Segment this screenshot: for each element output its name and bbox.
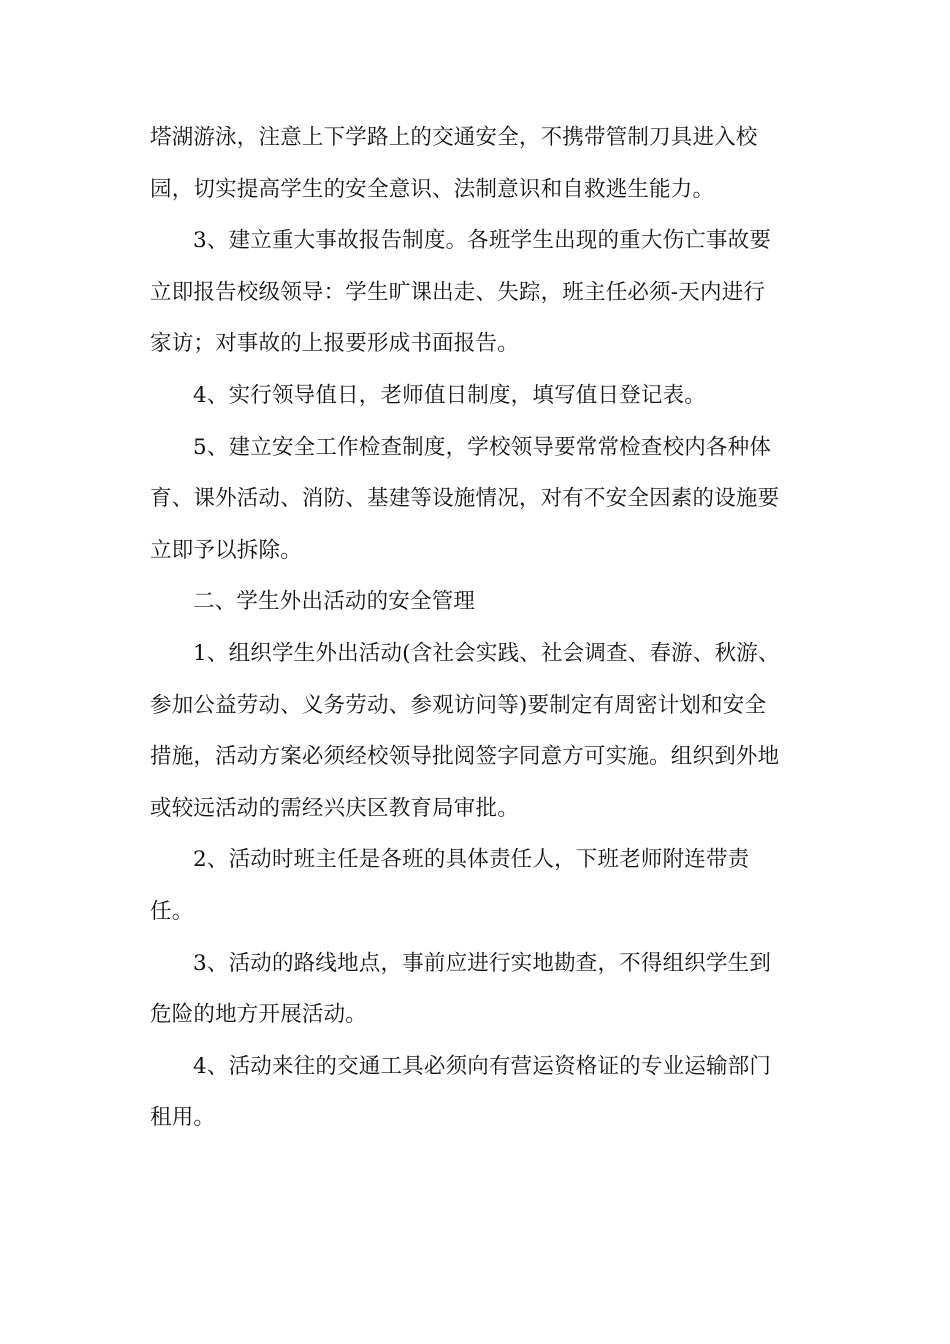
text-line: 任。	[150, 898, 194, 924]
text-line: 3、活动的路线地点，事前应进行实地勘查，不得组织学生到	[193, 950, 772, 976]
document-body	[150, 112, 800, 1144]
text-line: 2、活动时班主任是各班的具体责任人，下班老师附连带责	[193, 847, 750, 873]
text-line: 租用。	[150, 1105, 216, 1131]
text-line: 4、实行领导值日，老师值日制度，填写值日登记表。	[193, 382, 706, 408]
text-line: 育、课外活动、消防、基建等设施情况，对有不安全因素的设施要	[150, 486, 780, 512]
text-line: 危险的地方开展活动。	[150, 1002, 368, 1028]
text-line: 园，切实提高学生的安全意识、法制意识和自救逃生能力。	[150, 176, 715, 202]
text-line: 4、活动来往的交通工具必须向有营运资格证的专业运输部门	[193, 1053, 772, 1079]
text-line: 参加公益劳动、义务劳动、参观访问等)要制定有周密计划和安全	[150, 692, 767, 718]
text-line: 家访；对事故的上报要形成书面报告。	[150, 331, 519, 357]
text-line: 塔湖游泳，注意上下学路上的交通安全，不携带管制刀具进入校	[150, 125, 758, 150]
section-heading: 二、学生外出活动的安全管理	[193, 589, 476, 615]
text-line: 5、建立安全工作检查制度，学校领导要常常检查校内各种体	[193, 434, 772, 460]
text-line: 立即予以拆除。	[150, 537, 302, 563]
text-line: 1、组织学生外出活动(含社会实践、社会调查、春游、秋游、	[193, 640, 780, 666]
text-line: 措施，活动方案必须经校领导批阅签字同意方可实施。组织到外地	[150, 744, 780, 770]
text-line: 3、建立重大事故报告制度。各班学生出现的重大伤亡事故要	[193, 228, 772, 254]
text-line: 或较远活动的需经兴庆区教育局审批。	[150, 795, 519, 821]
text-line: 立即报告校级领导：学生旷课出走、失踪，班主任必须-天内进行	[150, 279, 766, 305]
